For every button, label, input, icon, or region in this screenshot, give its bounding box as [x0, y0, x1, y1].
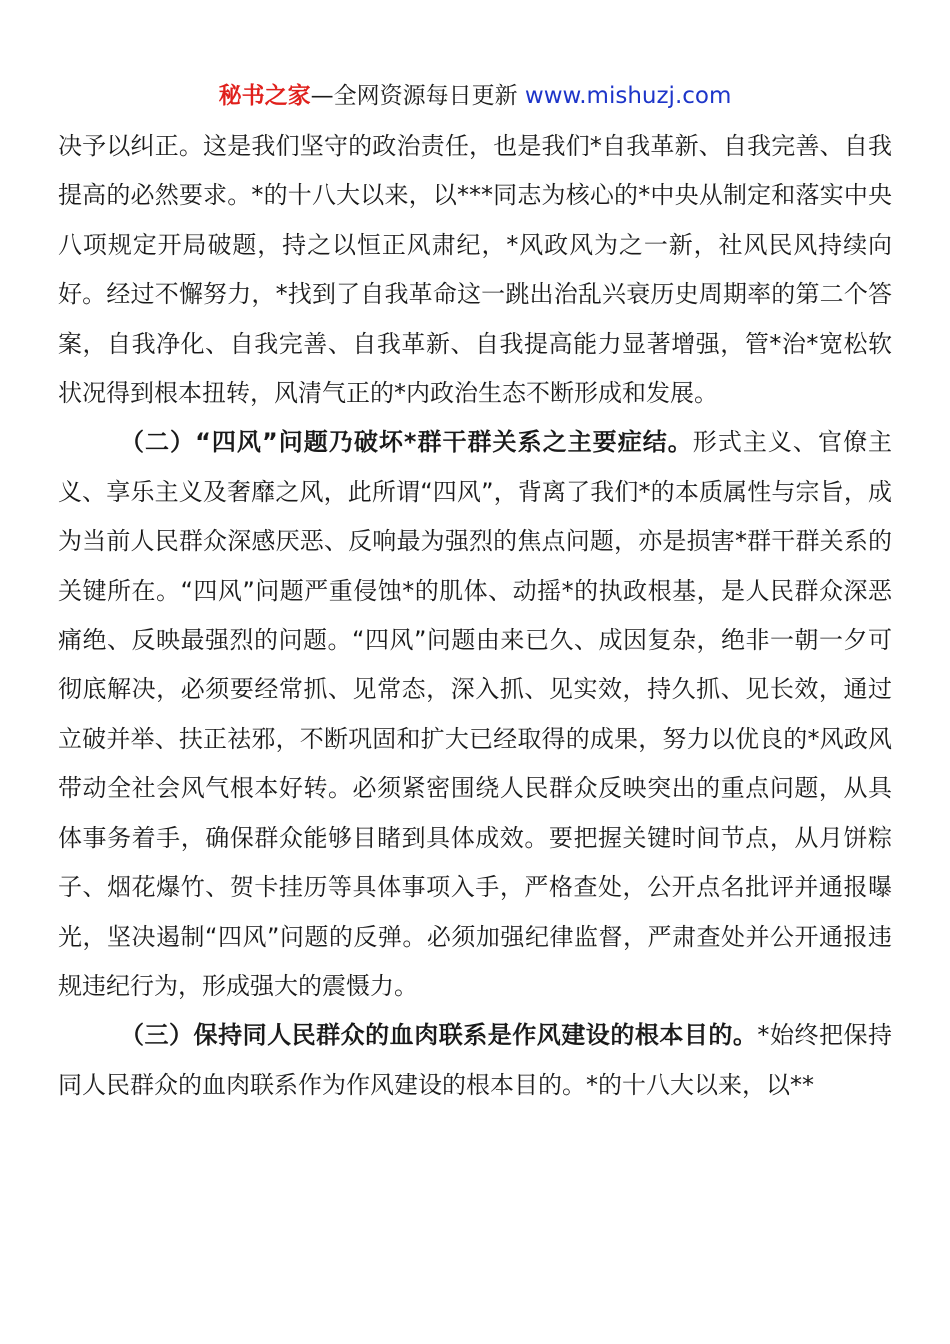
paragraph-2	[58, 418, 892, 1011]
section-heading-2: （二）“四风”问题乃破坏*群干群关系之主要症结。	[120, 428, 693, 457]
brand-name: 秘书之家	[218, 83, 311, 109]
paragraph-1	[58, 122, 892, 418]
document-body	[58, 122, 892, 1110]
paragraph-3	[58, 1011, 892, 1110]
header-tagline: —全网资源每日更新	[310, 83, 518, 109]
paragraph-2-text: 形式主义、官僚主义、享乐主义及奢靡之风，此所谓“四风”，背离了我们*的本质属性与宗旨，成为当前人民群众深感厌恶、反响最为强烈的焦点问题，亦是损害*群干群关系的关键所在。“四风”问题严重侵蚀*的肌体、动摇*的执政根基，是人民群众深恶痛绝、反映最强烈的问题。“四风”问题由来已久、成因复杂，绝非一朝一夕可彻底解决，必须要经常抓、见常态，深入抓、见实效，持久抓、见长效，通过立破并举、扶正祛邪，不断巩固和扩大已经取得的成果，努力以优良的*风政风带动全社会风气根本好转。必须紧密围绕人民群众反映突出的重点问题，从具体事务着手，确保群众能够目睹到具体成效。要把握关键时间节点，从月饼粽子、烟花爆竹、贺卡挂历等具体事项入手，严格查处，公开点名批评并通报曝光，坚决遏制“四风”问题的反弹。必须加强纪律监督，严肃查处并公开通报违规违纪行为，形成强大的震慑力。	[58, 428, 892, 1000]
paragraph-1-text: 决予以纠正。这是我们坚守的政治责任，也是我们*自我革新、自我完善、自我提高的必然要求。*的十八大以来，以***同志为核心的*中央从制定和落实中央八项规定开局破题，持之以恒正风肃纪，*风政风为之一新，社风民风持续向好。经过不懈努力，*找到了自我革命这一跳出治乱兴衰历史周期率的第二个答案，自我净化、自我完善、自我革新、自我提高能力显著增强，管*治*宽松软状况得到根本扭转，风清气正的*内政治生态不断形成和发展。	[58, 132, 892, 408]
page-header	[0, 80, 950, 112]
site-url-link[interactable]: www.mishuzj.com	[524, 83, 732, 109]
paragraph-3-text: *始终把保持同人民群众的血肉联系作为作风建设的根本目的。*的十八大以来，以**	[58, 1021, 893, 1099]
section-heading-3: （三）保持同人民群众的血肉联系是作风建设的根本目的。	[120, 1021, 758, 1050]
